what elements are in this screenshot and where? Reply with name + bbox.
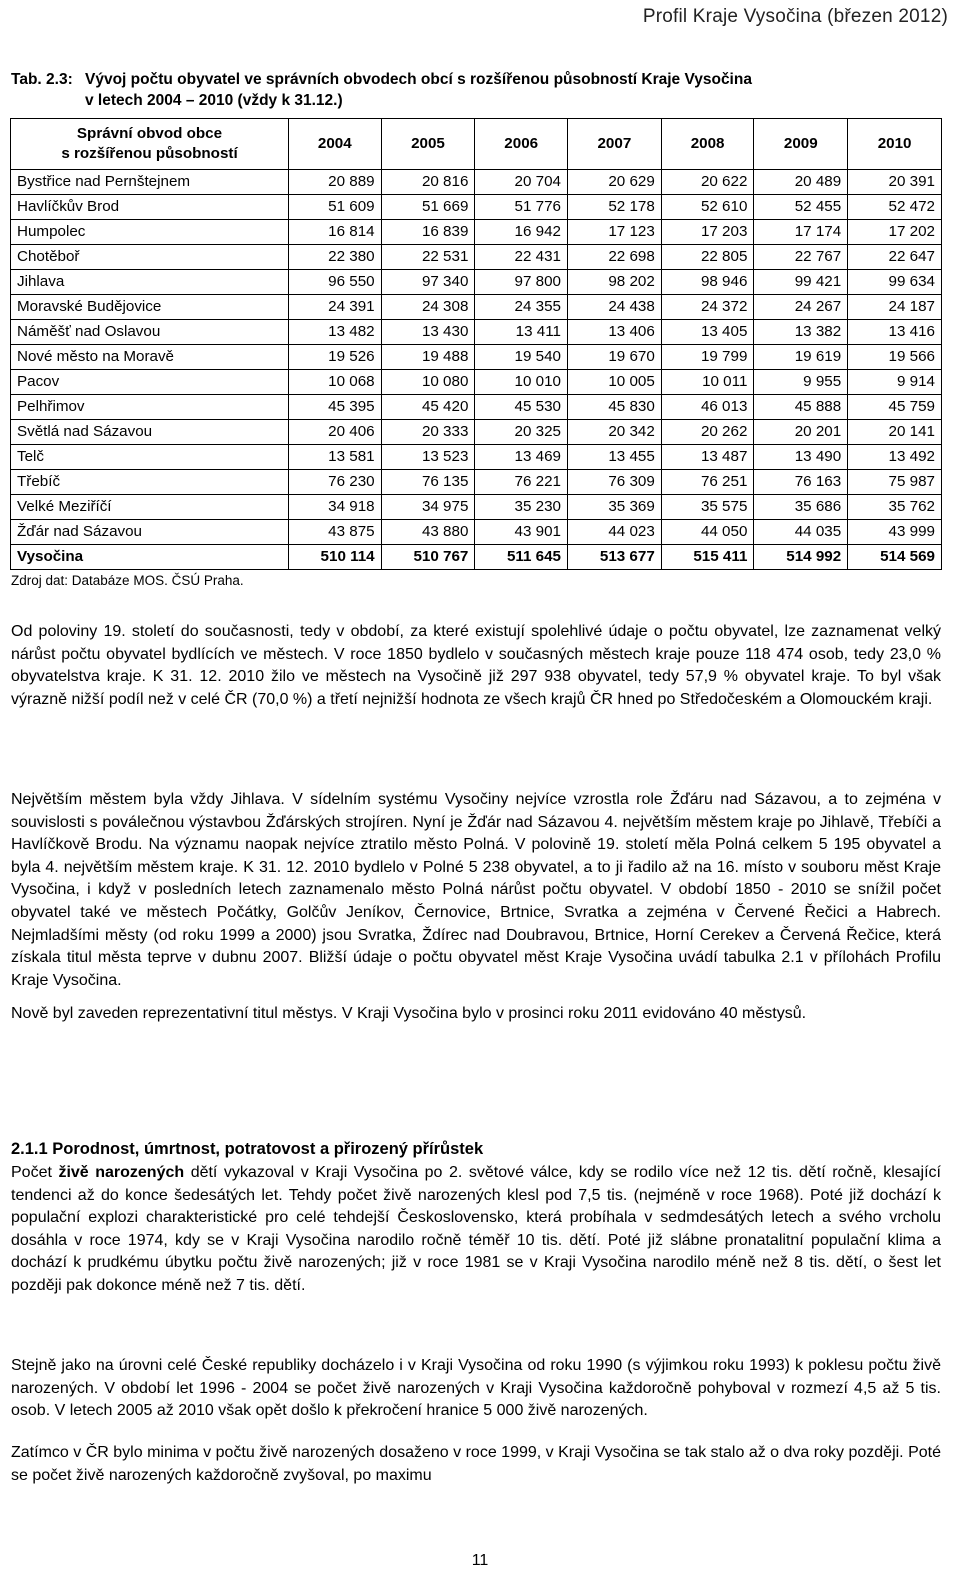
population-value: 13 416 [848, 320, 942, 345]
population-value: 514 992 [754, 545, 848, 570]
population-value: 22 698 [568, 245, 662, 270]
population-value: 20 629 [568, 170, 662, 195]
population-value: 13 581 [289, 445, 382, 470]
population-value: 76 163 [754, 470, 848, 495]
paragraph-births-decline: Stejně jako na úrovni celé České republiky docházelo i v Kraji Vysočina od roku 1990 (s výjimkou roku 1993) k poklesu počtu živě narozených. V období let 1996 - 2004 se počet živě narozených v Kraji Vysočina každoročně pohyboval v rozmezí 4,5 až 5 tis. osob. V letech 2005 až 2010 však opět došlo k překročení hranice 5 000 živě narozených. [11, 1357, 941, 1420]
population-value: 75 987 [848, 470, 942, 495]
population-value: 19 670 [568, 345, 662, 370]
paragraph-urbanization: Od poloviny 19. století do současnosti, tedy v období, za které existují spolehlivé údaje o počtu obyvatel, lze zaznamenat velký nárůst počtu obyvatel bydlících ve městech. V roce 1850 bydlelo v současných městech kraje pouze 118 474 osob, tedy 23,0 % obyvatelstva kraje. K 31. 12. 2010 žilo ve městech na Vysočině již 297 938 obyvatel, tedy 57,9 % obyvatel kraje. To byl však výrazně nižší podíl než v celé ČR (70,0 %) a třetí nejnižší hodnota ze všech krajů ČR hned po Středočeském a Olomouckém kraji. [11, 623, 941, 708]
population-value: 19 540 [475, 345, 568, 370]
population-value: 17 202 [848, 220, 942, 245]
population-value: 24 267 [754, 295, 848, 320]
population-value: 20 406 [289, 420, 382, 445]
population-value: 22 647 [848, 245, 942, 270]
paragraph-births-minimum: Zatímco v ČR bylo minima v počtu živě narozených dosaženo v roce 1999, v Kraji Vysočina se tak stalo až o dva roky později. Poté se počet živě narozených každoročně zvyšoval, po maximu [11, 1444, 941, 1484]
district-name: Bystřice nad Pernštejnem [11, 170, 289, 195]
table-body [11, 170, 942, 570]
population-value: 45 395 [289, 395, 382, 420]
population-value: 24 438 [568, 295, 662, 320]
population-value: 45 420 [381, 395, 475, 420]
population-value: 20 262 [661, 420, 754, 445]
population-value: 13 469 [475, 445, 568, 470]
table-header-row [11, 119, 942, 170]
population-value: 13 406 [568, 320, 662, 345]
table-header-year: 2007 [568, 119, 662, 170]
population-value: 34 975 [381, 495, 475, 520]
caption-text-1: Vývoj počtu obyvatel ve správních obvodech obcí s rozšířenou působností Kraje Vysočina [85, 71, 752, 88]
paragraph-largest-towns: Největším městem byla vždy Jihlava. V sídelním systému Vysočiny nejvíce vzrostla role Žďáru nad Sázavou, a to zejména v souvislosti s poválečnou výstavbou Žďárských strojíren. Nyní je Žďár nad Sázavou 4. největším městem kraje po Jihlavě, Třebíči a Havlíčkově Brodu. Na významu naopak nejvíce ztratilo město Polná. V polovině 19. století měla Polná celkem 5 195 obyvatel a byla 4. největším městem kraje. K 31. 12. 2010 bydlelo v Polné 5 238 obyvatel, a to ji řadilo až na 16. místo v souboru měst Kraje Vysočina, i když v posledních letech zaznamenalo město Polná nárůst počtu obyvatel. V období 1850 - 2010 se snížil počet obyvatel také ve městech Počátky, Golčův Jeníkov, Černovice, Brtnice, Svratka a zejména v Červené Řečici a Habrech. Nejmladšími městy (od roku 1999 a 2000) jsou Svratka, Ždírec nad Doubravou, Brtnice, Horní Cerekev a Červená Řečice, která získala titul města teprve v dubnu 2007. Bližší údaje o počtu obyvatel měst Kraje Vysočina uvádí tabulka 2.1 v přílohách Profilu Kraje Vysočina. [11, 791, 941, 989]
population-value: 52 455 [754, 195, 848, 220]
table-header-year: 2004 [289, 119, 382, 170]
population-value: 515 411 [661, 545, 754, 570]
population-value: 97 800 [475, 270, 568, 295]
population-value: 24 308 [381, 295, 475, 320]
population-value: 13 482 [289, 320, 382, 345]
population-value: 10 005 [568, 370, 662, 395]
population-value: 10 011 [661, 370, 754, 395]
table-header-year: 2006 [475, 119, 568, 170]
table-header-year: 2009 [754, 119, 848, 170]
district-name: Chotěboř [11, 245, 289, 270]
population-value: 17 203 [661, 220, 754, 245]
table-total-row [11, 545, 942, 570]
district-name: Telč [11, 445, 289, 470]
table-row [11, 195, 942, 220]
population-value: 44 023 [568, 520, 662, 545]
population-value: 20 391 [848, 170, 942, 195]
table-row [11, 245, 942, 270]
table-row [11, 470, 942, 495]
population-value: 9 914 [848, 370, 942, 395]
paragraph-townships: Nově byl zaveden reprezentativní titul městys. V Kraji Vysočina bylo v prosinci roku 2011 evidováno 40 městysů. [11, 1005, 807, 1022]
population-value: 13 490 [754, 445, 848, 470]
page-number: 11 [471, 1552, 489, 1569]
district-name: Náměšť nad Oslavou [11, 320, 289, 345]
population-value: 76 135 [381, 470, 475, 495]
population-value: 35 230 [475, 495, 568, 520]
population-value: 22 380 [289, 245, 382, 270]
population-value: 20 816 [381, 170, 475, 195]
population-value: 19 619 [754, 345, 848, 370]
table-source: Zdroj dat: Databáze MOS. ČSÚ Praha. [11, 573, 244, 588]
table-row [11, 370, 942, 395]
table-caption [11, 69, 941, 111]
population-value: 20 201 [754, 420, 848, 445]
population-value: 513 677 [568, 545, 662, 570]
population-value: 44 035 [754, 520, 848, 545]
population-value: 52 178 [568, 195, 662, 220]
caption-line-1 [11, 69, 941, 90]
section-heading: 2.1.1 Porodnost, úmrtnost, potratovost a přirozený přírůstek [11, 1140, 484, 1158]
population-value: 51 776 [475, 195, 568, 220]
caption-label: Tab. 2.3: [11, 71, 73, 88]
population-value: 17 123 [568, 220, 662, 245]
population-value: 76 230 [289, 470, 382, 495]
table-row [11, 520, 942, 545]
population-value: 43 880 [381, 520, 475, 545]
district-name: Jihlava [11, 270, 289, 295]
population-value: 35 762 [848, 495, 942, 520]
population-value: 10 010 [475, 370, 568, 395]
population-value: 20 704 [475, 170, 568, 195]
district-name: Světlá nad Sázavou [11, 420, 289, 445]
population-value: 98 946 [661, 270, 754, 295]
population-value: 20 342 [568, 420, 662, 445]
population-value: 45 530 [475, 395, 568, 420]
table-row [11, 270, 942, 295]
population-value: 13 405 [661, 320, 754, 345]
population-value: 9 955 [754, 370, 848, 395]
population-value: 20 333 [381, 420, 475, 445]
bold-term: živě narozených [58, 1164, 185, 1181]
table-row [11, 445, 942, 470]
table-row [11, 420, 942, 445]
population-value: 20 622 [661, 170, 754, 195]
population-value: 20 889 [289, 170, 382, 195]
table-header-district: Správní obvod obce s rozšířenou působností [11, 119, 289, 170]
population-value: 19 526 [289, 345, 382, 370]
table-row [11, 295, 942, 320]
district-name: Vysočina [11, 545, 289, 570]
population-value: 24 355 [475, 295, 568, 320]
population-value: 16 814 [289, 220, 382, 245]
population-value: 35 369 [568, 495, 662, 520]
population-value: 10 080 [381, 370, 475, 395]
table-row [11, 320, 942, 345]
population-value: 76 251 [661, 470, 754, 495]
table-row [11, 495, 942, 520]
population-value: 52 610 [661, 195, 754, 220]
paragraph-live-births: Počet živě narozených dětí vykazoval v Kraji Vysočina po 2. světové válce, kdy se rodilo více než 12 tis. dětí ročně, klesající tendenci až do konce šedesátých let. Tehdy počet živě narozených klesl pod 7,5 tis. (nejméně v roce 1968). Poté již dochází k populační explozi charakteristické pro celé tehdejší Československo, která probíhala v sedmdesátých letech a svého vrcholu dosáhla v roce 1974, kdy se v Kraji Vysočina narodilo ročně téměř 10 tis. dětí. Poté již slábne pronatalitní populační klima a dochází k prudkému úbytku počtu živě narozených; již v roce 1981 se v Kraji Vysočina narodilo méně než 8 tis. dětí, o šest let později pak dokonce méně než 7 tis. dětí. [11, 1164, 942, 1294]
table-row [11, 220, 942, 245]
population-value: 43 999 [848, 520, 942, 545]
population-value: 98 202 [568, 270, 662, 295]
population-value: 35 575 [661, 495, 754, 520]
table-header-year: 2008 [661, 119, 754, 170]
population-value: 45 888 [754, 395, 848, 420]
population-value: 99 421 [754, 270, 848, 295]
table-header-year: 2005 [381, 119, 475, 170]
district-name: Pelhřimov [11, 395, 289, 420]
population-value: 45 759 [848, 395, 942, 420]
population-value: 24 187 [848, 295, 942, 320]
table-header-year: 2010 [848, 119, 942, 170]
population-value: 20 141 [848, 420, 942, 445]
population-value: 16 839 [381, 220, 475, 245]
population-value: 13 455 [568, 445, 662, 470]
population-value: 514 569 [848, 545, 942, 570]
population-value: 43 901 [475, 520, 568, 545]
district-name: Žďár nad Sázavou [11, 520, 289, 545]
population-value: 97 340 [381, 270, 475, 295]
district-name: Velké Meziříčí [11, 495, 289, 520]
population-value: 46 013 [661, 395, 754, 420]
table-row [11, 395, 942, 420]
population-value: 99 634 [848, 270, 942, 295]
district-name: Nové město na Moravě [11, 345, 289, 370]
population-value: 76 309 [568, 470, 662, 495]
population-value: 52 472 [848, 195, 942, 220]
population-value: 19 799 [661, 345, 754, 370]
population-value: 19 566 [848, 345, 942, 370]
population-value: 24 391 [289, 295, 382, 320]
caption-text-2: v letech 2004 – 2010 (vždy k 31.12.) [85, 92, 343, 109]
running-header: Profil Kraje Vysočina (březen 2012) [642, 6, 948, 27]
population-value: 34 918 [289, 495, 382, 520]
population-value: 13 411 [475, 320, 568, 345]
population-value: 511 645 [475, 545, 568, 570]
district-name: Humpolec [11, 220, 289, 245]
population-value: 20 489 [754, 170, 848, 195]
population-value: 13 430 [381, 320, 475, 345]
population-value: 13 492 [848, 445, 942, 470]
population-value: 20 325 [475, 420, 568, 445]
population-value: 510 767 [381, 545, 475, 570]
population-value: 22 805 [661, 245, 754, 270]
population-value: 76 221 [475, 470, 568, 495]
population-value: 10 068 [289, 370, 382, 395]
population-value: 45 830 [568, 395, 662, 420]
population-value: 35 686 [754, 495, 848, 520]
population-value: 13 487 [661, 445, 754, 470]
population-value: 22 767 [754, 245, 848, 270]
population-value: 24 372 [661, 295, 754, 320]
table-row [11, 345, 942, 370]
population-value: 22 531 [381, 245, 475, 270]
population-value: 17 174 [754, 220, 848, 245]
population-value: 13 382 [754, 320, 848, 345]
population-value: 22 431 [475, 245, 568, 270]
population-value: 510 114 [289, 545, 382, 570]
population-value: 96 550 [289, 270, 382, 295]
district-name: Havlíčkův Brod [11, 195, 289, 220]
population-value: 43 875 [289, 520, 382, 545]
population-value: 13 523 [381, 445, 475, 470]
table-row [11, 170, 942, 195]
district-name: Moravské Budějovice [11, 295, 289, 320]
population-value: 51 609 [289, 195, 382, 220]
population-value: 51 669 [381, 195, 475, 220]
population-value: 19 488 [381, 345, 475, 370]
district-name: Třebíč [11, 470, 289, 495]
district-name: Pacov [11, 370, 289, 395]
population-value: 16 942 [475, 220, 568, 245]
population-table [10, 118, 942, 570]
population-value: 44 050 [661, 520, 754, 545]
